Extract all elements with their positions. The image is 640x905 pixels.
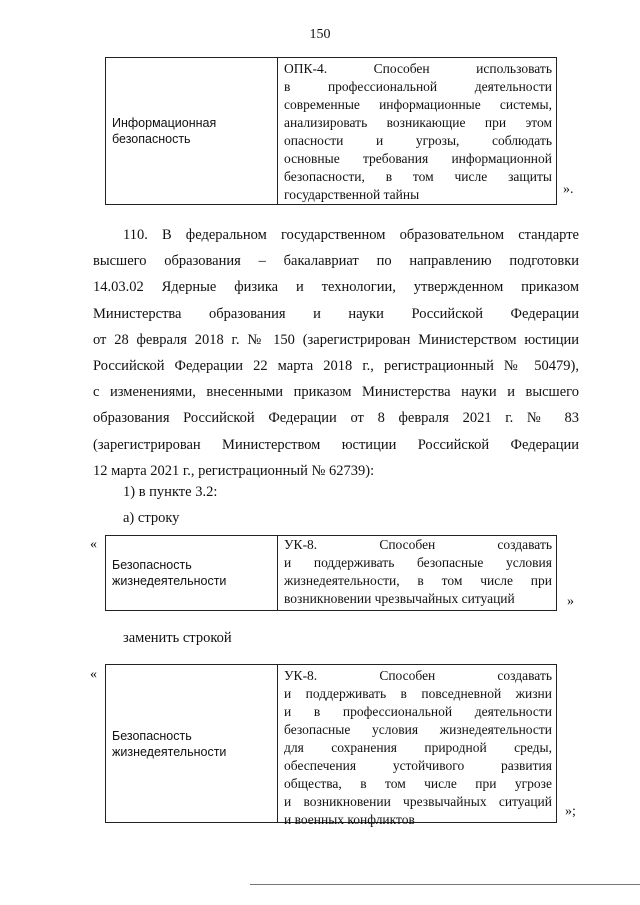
closing-quote: ». — [563, 182, 574, 197]
competency-line: анализировать возникающие при этом — [284, 115, 552, 130]
paragraph-line: 14.03.02 Ядерные физика и технологии, утвержденном приказом — [93, 279, 579, 296]
replace-instruction: заменить строкой — [123, 630, 232, 646]
competency-line: и военных конфликтов — [284, 812, 415, 827]
item-a: а) строку — [123, 510, 180, 526]
paragraph-line: Министерства образования и науки Российской Федерации — [93, 305, 579, 322]
scan-edge-line — [250, 884, 640, 885]
competency-line: УК-8. Способен создавать — [284, 668, 552, 683]
competency-line: безопасности, в том числе защиты — [284, 169, 552, 184]
competency-line: жизнедеятельности, в том числе при — [284, 573, 552, 588]
competency-table-2 — [105, 535, 557, 611]
discipline-cell — [106, 58, 278, 204]
discipline-cell — [106, 665, 278, 822]
paragraph-line: Российской Федерации 22 марта 2018 г., регистрационный № 50479), — [93, 358, 579, 375]
competency-line: современные информационные системы, — [284, 97, 552, 112]
opening-quote: « — [90, 667, 97, 682]
discipline-line: Безопасность — [112, 728, 192, 743]
competency-line: и поддерживать в повседневной жизни — [284, 686, 552, 701]
opening-quote: « — [90, 537, 97, 552]
closing-quote: »; — [565, 804, 576, 819]
competency-line: общества, в том числе при угрозе — [284, 776, 552, 791]
discipline-line: Информационная — [112, 116, 217, 130]
competency-table-1 — [105, 57, 557, 205]
competency-line: государственной тайны — [284, 187, 420, 202]
competency-line: возникновении чрезвычайных ситуаций — [284, 591, 515, 606]
discipline-cell — [106, 536, 278, 610]
competency-line: в профессиональной деятельности — [284, 79, 552, 94]
competency-line: ОПК-4. Способен использовать — [284, 61, 552, 76]
paragraph-line: от 28 февраля 2018 г. № 150 (зарегистрирован Министерством юстиции — [93, 331, 579, 348]
paragraph-line: высшего образования – бакалавриат по направлению подготовки — [93, 253, 579, 270]
paragraph-line: с изменениями, внесенными приказом Министерства науки и высшего — [93, 384, 579, 401]
paragraph-line: 12 марта 2021 г., регистрационный № 62739): — [93, 462, 375, 479]
competency-cell — [278, 665, 556, 827]
amendment-paragraph — [93, 222, 579, 484]
competency-cell — [278, 58, 556, 204]
competency-line: для сохранения природной среды, — [284, 740, 552, 755]
competency-table-3 — [105, 664, 557, 827]
competency-line: и поддерживать безопасные условия — [284, 555, 552, 570]
discipline-line: жизнедеятельности — [112, 744, 227, 759]
discipline-line: Безопасность — [112, 558, 192, 572]
page-number: 150 — [309, 27, 331, 42]
competency-line: УК-8. Способен создавать — [284, 537, 552, 552]
closing-quote: » — [567, 594, 574, 609]
competency-line: опасности и угрозы, соблюдать — [284, 133, 552, 148]
discipline-line: жизнедеятельности — [112, 574, 227, 588]
competency-cell — [278, 536, 556, 610]
competency-line: безопасные условия жизнедеятельности — [284, 722, 552, 737]
paragraph-line: 110. В федеральном государственном образовательном стандарте — [123, 227, 579, 243]
item-1: 1) в пункте 3.2: — [123, 484, 218, 500]
discipline-line: безопасность — [112, 132, 191, 146]
competency-line: и возникновении чрезвычайных ситуаций — [284, 794, 552, 809]
paragraph-line: (зарегистрирован Министерством юстиции Российской Федерации — [93, 436, 579, 453]
competency-line: и в профессиональной деятельности — [284, 704, 552, 719]
paragraph-line: образования Российской Федерации от 8 февраля 2021 г. № 83 — [93, 410, 579, 427]
competency-line: обеспечения устойчивого развития — [284, 758, 552, 773]
competency-line: основные требования информационной — [284, 151, 552, 166]
